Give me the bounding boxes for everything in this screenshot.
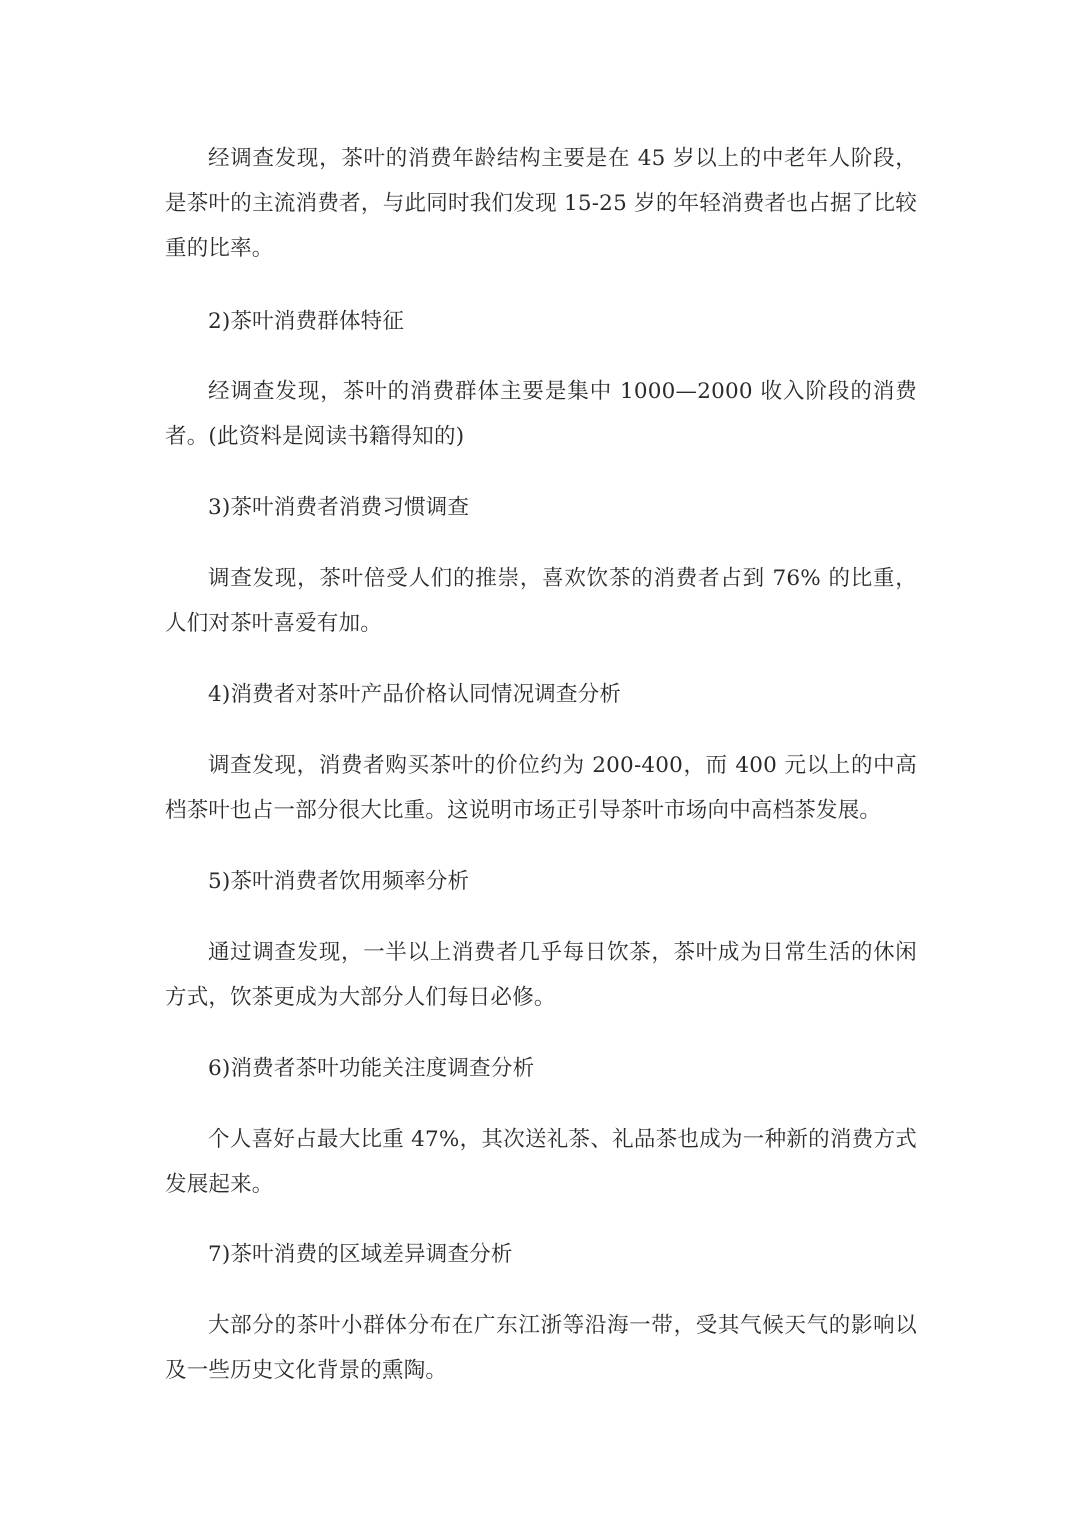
heading-price-acceptance: 4)消费者对茶叶产品价格认同情况调查分析 bbox=[208, 682, 622, 707]
paragraph-consumer-group: 经调查发现，茶叶的消费群体主要是集中 1000—2000 收入阶段的消费者。(此资料是阅读书籍得知的) bbox=[165, 379, 917, 449]
heading-regional-difference: 7)茶叶消费的区域差异调查分析 bbox=[208, 1242, 513, 1267]
paragraph-consumption-habits: 调查发现，茶叶倍受人们的推崇，喜欢饮茶的消费者占到 76% 的比重，人们对茶叶喜爱有加。 bbox=[165, 566, 917, 636]
heading-consumption-habits: 3)茶叶消费者消费习惯调查 bbox=[208, 495, 470, 520]
paragraph-regional-difference: 大部分的茶叶小群体分布在广东江浙等沿海一带，受其气候天气的影响以及一些历史文化背景的熏陶。 bbox=[165, 1313, 917, 1383]
paragraph-age-structure: 经调查发现，茶叶的消费年龄结构主要是在 45 岁以上的中老年人阶段，是茶叶的主流消费者，与此同时我们发现 15-25 岁的年轻消费者也占据了比较重的比率。 bbox=[165, 146, 917, 261]
heading-function-attention: 6)消费者茶叶功能关注度调查分析 bbox=[208, 1056, 535, 1081]
heading-consumer-group: 2)茶叶消费群体特征 bbox=[208, 309, 405, 334]
paragraph-price-acceptance: 调查发现，消费者购买茶叶的价位约为 200-400，而 400 元以上的中高档茶叶也占一部分很大比重。这说明市场正引导茶叶市场向中高档茶发展。 bbox=[165, 753, 917, 823]
paragraph-drinking-frequency: 通过调查发现，一半以上消费者几乎每日饮茶，茶叶成为日常生活的休闲方式，饮茶更成为大部分人们每日必修。 bbox=[165, 940, 917, 1010]
paragraph-function-attention: 个人喜好占最大比重 47%，其次送礼茶、礼品茶也成为一种新的消费方式发展起来。 bbox=[165, 1127, 917, 1197]
heading-drinking-frequency: 5)茶叶消费者饮用频率分析 bbox=[208, 869, 470, 894]
